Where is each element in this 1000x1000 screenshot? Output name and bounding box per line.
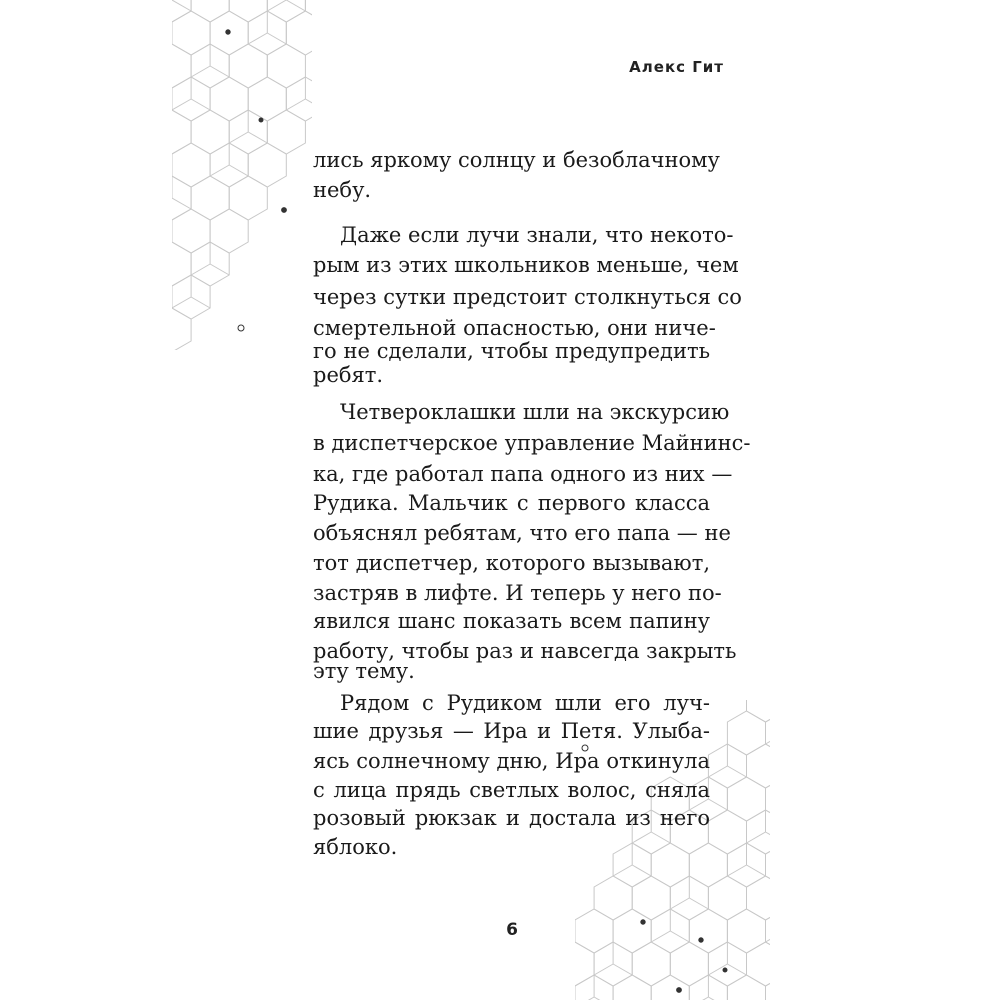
cube-edge bbox=[766, 931, 771, 942]
hexagon-cell bbox=[172, 0, 191, 22]
page-number: 6 bbox=[506, 920, 518, 940]
hexagon-cell bbox=[248, 143, 286, 187]
text-line: тот диспетчер, которого вызывают, bbox=[313, 551, 710, 575]
hexagon-cell bbox=[594, 876, 632, 920]
hexagon-cell bbox=[172, 209, 210, 253]
cube-edge bbox=[191, 297, 210, 308]
cube-edge bbox=[248, 33, 267, 44]
hexagon-cell bbox=[172, 44, 191, 88]
hexagon-cell bbox=[727, 975, 765, 1000]
cube-edge bbox=[632, 865, 651, 876]
pattern-dot bbox=[677, 988, 682, 993]
hexagon-cell bbox=[613, 909, 651, 953]
hexagon-cell bbox=[575, 909, 613, 953]
hexagon-cell bbox=[766, 975, 771, 1000]
hexagon-cell bbox=[191, 110, 229, 154]
cube-edge bbox=[594, 964, 613, 975]
cube-edge bbox=[651, 931, 670, 942]
cube-edge bbox=[210, 66, 229, 77]
cube-edge bbox=[747, 832, 766, 843]
hexagon-cell bbox=[747, 744, 771, 788]
text-line: го не сделали, чтобы предупредить bbox=[313, 339, 710, 363]
cube-edge bbox=[191, 264, 210, 275]
hexagon-cell bbox=[229, 44, 267, 88]
text-line: шие друзья — Ира и Петя. Улыба- bbox=[313, 719, 710, 743]
hexagon-cell bbox=[632, 876, 670, 920]
cube-edge bbox=[727, 865, 746, 876]
text-line: розовый рюкзак и достала из него bbox=[313, 806, 710, 830]
pattern-dot bbox=[238, 325, 244, 331]
running-head-author: Алекс Гит bbox=[629, 58, 724, 76]
hexagon-cell bbox=[229, 0, 267, 22]
text-line: лись яркому солнцу и безоблачному bbox=[313, 148, 720, 172]
text-line: яблоко. bbox=[313, 835, 398, 859]
hexagon-cell bbox=[172, 11, 210, 55]
cube-edge bbox=[670, 931, 689, 942]
hexagon-cell bbox=[267, 0, 305, 22]
text-line: с лица прядь светлых волос, сняла bbox=[313, 778, 710, 802]
text-line: рым из этих школьников меньше, чем bbox=[313, 253, 739, 277]
hexagon-cell bbox=[267, 110, 305, 154]
cube-edge bbox=[286, 99, 305, 110]
pattern-dot bbox=[226, 30, 230, 34]
cube-edge bbox=[613, 964, 632, 975]
hexagon-cell bbox=[766, 909, 771, 953]
cube-edge bbox=[191, 99, 210, 110]
cube-edge bbox=[286, 0, 305, 11]
hexagon-cell bbox=[191, 0, 229, 22]
hexagon-cell bbox=[747, 700, 771, 722]
pattern-dot bbox=[282, 208, 287, 213]
hexagon-cell bbox=[172, 176, 191, 220]
pattern-dot bbox=[259, 118, 263, 122]
pattern-dot bbox=[641, 920, 645, 924]
text-line: явился шанс показать всем папину bbox=[313, 609, 710, 633]
pattern-dot bbox=[723, 968, 727, 972]
cube-edge bbox=[632, 832, 651, 843]
hexagon-cell bbox=[172, 308, 191, 350]
cube-edge bbox=[267, 0, 286, 11]
cube-edge bbox=[191, 66, 210, 77]
hexagon-cell bbox=[632, 942, 670, 986]
hexagon-cell bbox=[172, 143, 210, 187]
hexagon-cell bbox=[286, 77, 312, 121]
cube-edge bbox=[708, 766, 727, 777]
text-line: объяснял ребятам, что его папа — не bbox=[313, 521, 731, 545]
cube-edge bbox=[727, 766, 746, 777]
cube-edge bbox=[305, 99, 312, 110]
hexagon-cell bbox=[727, 909, 765, 953]
cube-edge bbox=[766, 733, 771, 744]
cube-edge bbox=[210, 165, 229, 176]
text-line: через сутки предстоит столкнуться со bbox=[313, 285, 742, 309]
text-line: Четвероклашки шли на экскурсию bbox=[340, 400, 730, 424]
text-line: ясь солнечному дню, Ира откинула bbox=[313, 749, 710, 773]
text-line: работу, чтобы раз и навсегда закрыть bbox=[313, 639, 737, 663]
cube-edge bbox=[172, 0, 191, 11]
hexagon-cell bbox=[191, 176, 229, 220]
hexagon-cell bbox=[286, 11, 312, 55]
hexagon-cell bbox=[670, 942, 708, 986]
cube-edge bbox=[172, 297, 191, 308]
cube-edge bbox=[229, 132, 248, 143]
hexagon-cell bbox=[210, 209, 248, 253]
cube-edge bbox=[766, 832, 771, 843]
hexagon-cell bbox=[575, 942, 594, 986]
cube-edge bbox=[172, 198, 191, 209]
hexagon-cell bbox=[766, 711, 771, 755]
hexagon-cell bbox=[727, 777, 765, 821]
hexagon-cell bbox=[651, 843, 689, 887]
hexagon-cell bbox=[229, 176, 267, 220]
hexagon-cell bbox=[613, 975, 651, 1000]
hexagon-cell bbox=[727, 711, 765, 755]
hexagon-pattern-top-left bbox=[172, 0, 312, 350]
cube-edge bbox=[248, 132, 267, 143]
text-line: эту тему. bbox=[313, 659, 415, 683]
hexagon-cell bbox=[267, 44, 305, 88]
text-line: ребят. bbox=[313, 363, 384, 387]
text-line: Рудика. Мальчик с первого класса bbox=[313, 491, 710, 515]
cube-edge bbox=[689, 898, 708, 909]
hexagon-cell bbox=[747, 942, 771, 986]
cube-edge bbox=[210, 264, 229, 275]
text-line: ка, где работал папа одного из них — bbox=[313, 462, 733, 486]
hexagon-cell bbox=[651, 975, 689, 1000]
hexagon-cell bbox=[248, 77, 286, 121]
cube-edge bbox=[267, 33, 286, 44]
text-line: смертельной опасностью, они ниче- bbox=[313, 316, 716, 340]
hexagon-cell bbox=[689, 909, 727, 953]
hexagon-cell bbox=[689, 843, 727, 887]
text-line: застряв в лифте. И теперь у него по- bbox=[313, 581, 722, 605]
hexagon-cell bbox=[210, 77, 248, 121]
hexagon-cell bbox=[747, 876, 771, 920]
text-line: небу. bbox=[313, 178, 372, 202]
text-line: в диспетчерское управление Майнинс- bbox=[313, 431, 751, 455]
cube-edge bbox=[229, 165, 248, 176]
hexagon-cell bbox=[708, 810, 746, 854]
cube-edge bbox=[708, 799, 727, 810]
hexagon-cell bbox=[172, 110, 191, 154]
hexagon-cell bbox=[708, 876, 746, 920]
cube-edge bbox=[670, 898, 689, 909]
text-line: Даже если лучи знали, что некото- bbox=[340, 223, 734, 247]
hexagon-cell bbox=[766, 777, 771, 821]
cube-edge bbox=[747, 865, 766, 876]
cube-edge bbox=[172, 99, 191, 110]
cube-edge bbox=[651, 832, 670, 843]
cube-edge bbox=[613, 865, 632, 876]
hexagon-cell bbox=[172, 242, 191, 286]
cube-edge bbox=[727, 964, 746, 975]
text-line: Рядом с Рудиком шли его луч- bbox=[340, 691, 710, 715]
hexagon-cell bbox=[766, 843, 771, 887]
pattern-dot bbox=[699, 938, 703, 942]
